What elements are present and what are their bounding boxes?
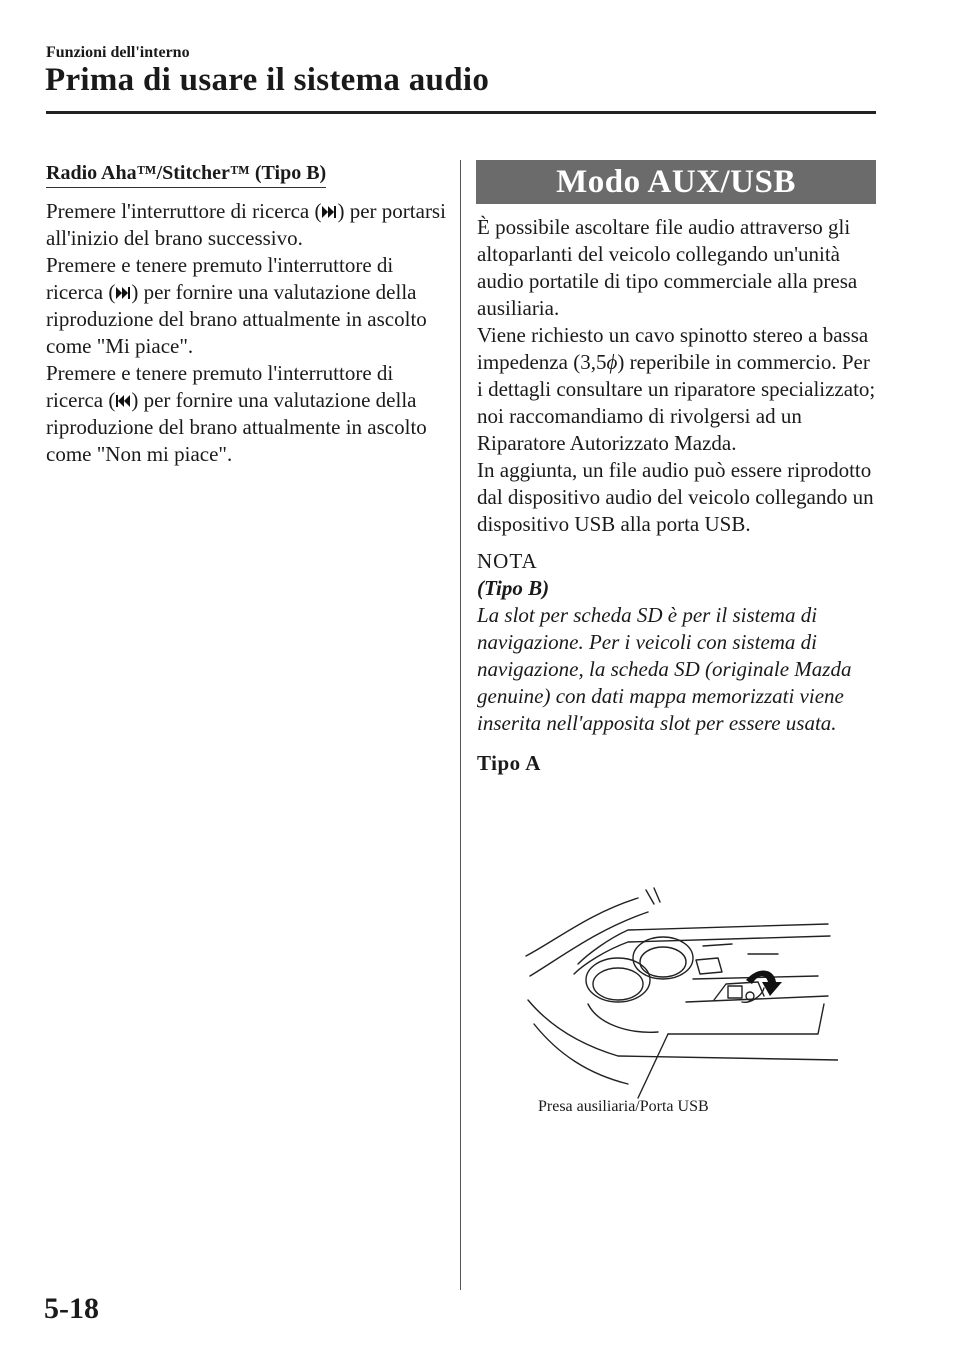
- title-rule: [46, 111, 876, 114]
- text: Premere e tenere premuto l'interruttore di ricerca (: [46, 361, 394, 412]
- right-column: [477, 160, 877, 776]
- nota-text: La slot per scheda SD è per il sistema di navigazione. Per i veicoli con sistema di navigazione, la scheda SD (originale Mazda genuine) con dati mappa memorizzati viene inserita nell'apposita slot per essere usata.: [477, 603, 852, 735]
- text: Premere l'interruttore di ricerca (: [46, 199, 322, 223]
- text: ) per portarsi all'inizio del brano successivo.: [46, 199, 446, 250]
- phi-symbol: ϕ: [606, 350, 618, 374]
- text: ) per fornire una valutazione della riproduzione del brano attualmente in ascolto come "Non mi piace".: [46, 388, 427, 466]
- tipo-heading: Tipo A: [477, 751, 541, 775]
- nota-subtitle: (Tipo B): [477, 576, 550, 600]
- text: ) reperibile in commercio. Per i dettagli consultare un riparatore specializzato; noi raccomandiamo di rivolgersi ad un Riparatore Autorizzato Mazda.: [477, 350, 876, 455]
- left-column: [46, 162, 446, 468]
- page-title: Prima di usare il sistema audio: [45, 62, 490, 98]
- nota-label: NOTA: [477, 549, 538, 573]
- skip-back-icon: [116, 394, 130, 408]
- section-label: Funzioni dell'interno: [46, 44, 190, 61]
- section-banner-aux-usb: Modo AUX/USB: [476, 160, 876, 204]
- skip-forward-icon: [116, 286, 130, 300]
- page-number: 5-18: [44, 1292, 99, 1325]
- paragraph-cable: [477, 322, 877, 457]
- paragraph-like: [46, 252, 446, 360]
- column-divider: [460, 160, 461, 1290]
- console-illustration: [518, 884, 838, 1124]
- paragraph-usb: In aggiunta, un file audio può essere riprodotto dal dispositivo audio del veicolo collegando un dispositivo USB alla porta USB.: [477, 458, 874, 536]
- text: Viene richiesto un cavo spinotto stereo a bassa impedenza (3,5: [477, 323, 869, 374]
- paragraph-dislike: [46, 360, 446, 468]
- sub-heading-radio: Radio Aha™/Stitcher™ (Tipo B): [46, 162, 326, 188]
- text: ) per fornire una valutazione della riproduzione del brano attualmente in ascolto come "Mi piace".: [46, 280, 427, 358]
- paragraph-aux-intro: È possibile ascoltare file audio attraverso gli altoparlanti del veicolo collegando un'unità audio portatile di tipo commerciale alla presa ausiliaria.: [477, 215, 858, 320]
- text: Premere e tenere premuto l'interruttore di ricerca (: [46, 253, 394, 304]
- paragraph-seek-next: [46, 198, 446, 252]
- skip-forward-icon: [322, 205, 336, 219]
- figure-caption: Presa ausiliaria/Porta USB: [538, 1098, 709, 1115]
